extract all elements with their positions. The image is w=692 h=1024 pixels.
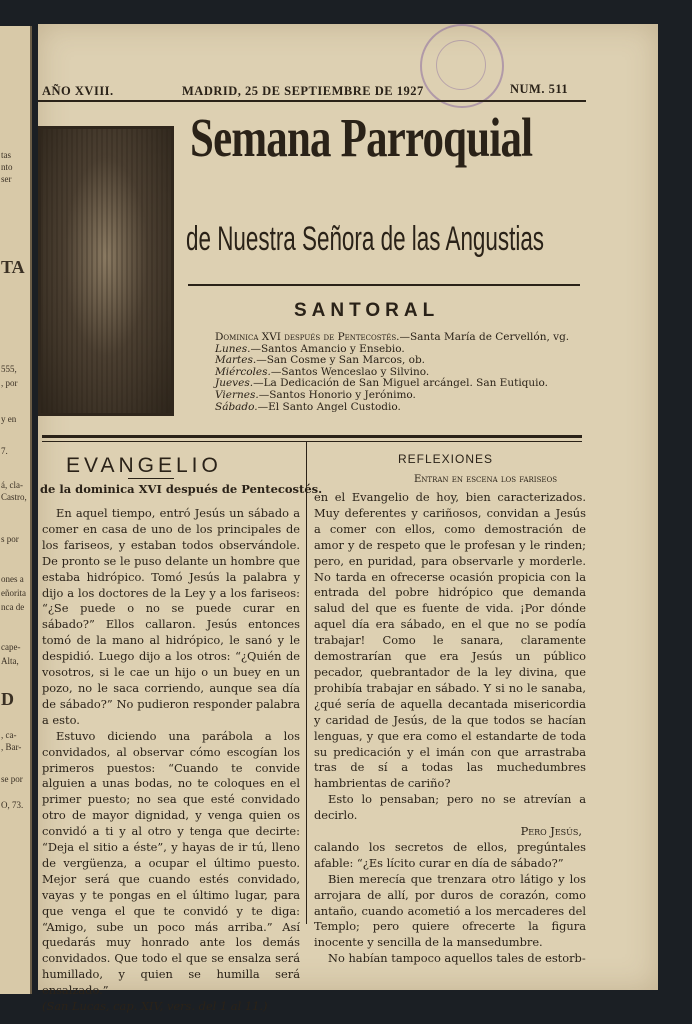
facing-page-fragment: Castro,	[1, 492, 27, 502]
santoral-entry: Martes.—San Cosme y San Marcos, ob.	[215, 354, 426, 367]
santoral-heading: SANTORAL	[294, 300, 440, 321]
section-rule-thin	[42, 441, 582, 442]
newspaper-page	[38, 24, 658, 1014]
facing-page-fragment: , ca-	[1, 730, 17, 740]
facing-page-fragment: se por	[1, 774, 23, 784]
facing-page-fragment: nca de	[1, 602, 25, 612]
facing-page-fragment: ones a	[1, 574, 24, 584]
facing-page-edge	[0, 26, 32, 994]
reflexiones-subheading: Entran en escena los fariseos	[414, 474, 558, 485]
facing-page-fragment: s por	[1, 534, 19, 544]
facing-page-fragment: cape-	[1, 642, 21, 652]
section-rule	[42, 435, 582, 438]
facing-page-fragment: 555,	[1, 364, 17, 374]
reflexiones-paragraph: calando los secretos de ellos, pregúntales afable: “¿Es lícito curar en día de sábado?”	[314, 839, 586, 870]
facing-page-fragment: , Bar-	[1, 742, 22, 752]
reflexiones-paragraph: No habían tampoco aquellos tales de estorb-	[328, 951, 586, 966]
date-line: MADRID, 25 DE SEPTIEMBRE DE 1927	[182, 84, 424, 98]
reflexiones-paragraph: en el Evangelio de hoy, bien caracterizados. Muy deferentes y cariñosos, convidan a Jesús a comer con ellos, como demostración de amor y de respeto que le profesan y le rinden; pero, en puridad, para observarle y morderle. No tarda en ofrecerse ocasión propicia con la entrada del pobre hidrópico que demanda salud del que es fuente de vida. ¡Por dónde aquel día era sábado, en el que no se podía trabajar! Como le sanara, claramente demostrarían que era Jesús un público pecador, quebrantador de la ley divina, que prohibía trabajar en sábado. Y si no le sanaba, ¿qué sería de aquella decantada misericordia y caridad de Jesús, de la que todos se hacían lenguas, y que era como el estandarte de toda su predicación y el imán con que arrastraba tras de sí a todas las muchedumbres hambrientas de cariño?	[314, 490, 586, 791]
evangelio-citation: (San Lucas, cap. XIV, vers. del 1 al 11.)	[42, 999, 268, 1014]
masthead-rule	[188, 284, 580, 286]
facing-page-fragment: ser	[1, 174, 12, 184]
santoral-entry: Jueves.—La Dedicación de San Miguel arcángel. San Eutiquio.	[215, 377, 549, 390]
header-rule	[38, 100, 586, 102]
evangelio-text	[42, 506, 300, 1015]
facing-page-fragment: nto	[1, 162, 13, 172]
facing-page-fragment: á, cla-	[1, 480, 23, 490]
evangelio-heading: EVANGELIO	[66, 454, 222, 477]
evangelio-paragraph: Estuvo diciendo una parábola a los convidados, al observar cómo escogían los primeros puestos: “Cuando te convide alguien a unas bodas, no te coloques en el primer puesto; no sea que esté convidado otro de mayor dignidad, y venga quien os convidó a ti y al otro y tenga que decirte: “Deja el sitio a éste”, y hayas de ir tú, lleno de vergüenza, a ocupar el último puesto. Mejor será que cuando estés convidado, vayas y te pongas en el último lugar, para que venga el que te convidó y te diga: “Amigo, sube un poco más arriba.” Así quedarás muy honrado ante los demás convidados. Que todo el que se ensalza será humillado, y quien se humilla será ensalzado.”	[42, 728, 300, 998]
santoral-entry: Sábado.—El Santo Angel Custodio.	[215, 400, 401, 413]
volume-label: AÑO XVIII.	[42, 84, 114, 98]
masthead-subtitle: de Nuestra Señora de las Angustias	[186, 220, 545, 258]
reflexiones-text	[314, 490, 586, 967]
facing-page-fragment: y en	[1, 414, 17, 424]
issue-number: NUM. 511	[510, 82, 569, 96]
masthead-title: Semana Parroquial	[190, 107, 533, 168]
evangelio-underline	[128, 478, 174, 479]
reflexiones-paragraph: Bien merecía que trenzara otro látigo y los arrojara de allí, por duros de corazón, como antaño, cuando acometió a los mercaderes del Templo; pero quiere ofrecerte la figura inocente y sencilla de la mansedumbre.	[314, 871, 586, 950]
evangelio-subheading: de la dominica XVI después de Pentecostés.	[40, 482, 323, 496]
facing-page-fragment: , por	[1, 378, 18, 388]
religious-image	[38, 126, 174, 416]
evangelio-paragraph: En aquel tiempo, entró Jesús un sábado a comer en casa de uno de los principales de los fariseos, y estaban todos observándole. De pronto se le puso delante un hombre que estaba hidrópico. Tomó Jesús la palabra y dijo a los doctores de la Ley y a los fariseos: “¿Se puede o no se puede curar en sábado?” Ellos callaron. Jesús entonces tomó de la mano al hidrópico, le sanó y le despidió. Luego dijo a los otros: “¿Quién de vosotros, si le cae un hijo o un buey en un pozo, no le saca corriendo, aunque sea día de sábado?” No pudieron responder palabra a esto.	[42, 506, 300, 727]
santoral-list	[215, 332, 587, 413]
pero-jesus-heading: Pero Jesús,	[520, 824, 582, 839]
santoral-entry: Miércoles.—Santos Wenceslao y Silvino.	[215, 365, 430, 378]
reflexiones-heading: REFLEXIONES	[398, 452, 494, 466]
santoral-entry: Dominica XVI después de Pentecostés.—Santa María de Cervellón, vg.	[215, 331, 570, 343]
santoral-entry: Viernes.—Santos Honorio y Jerónimo.	[215, 388, 416, 401]
santoral-entry: Lunes.—Santos Amancio y Ensebio.	[215, 342, 405, 355]
facing-page-fragment: TA	[1, 257, 25, 277]
facing-page-fragment: D	[1, 689, 14, 709]
column-divider	[306, 442, 307, 924]
facing-page-fragment: tas	[1, 150, 11, 160]
library-stamp	[420, 24, 504, 108]
facing-page-fragment: eñorita	[1, 588, 26, 598]
facing-page-fragment: 7.	[1, 446, 8, 456]
facing-page-fragment: O, 73.	[1, 800, 24, 810]
reflexiones-paragraph: Esto lo pensaban; pero no se atrevían a decirlo.	[314, 792, 586, 823]
facing-page-fragment: Alta,	[1, 656, 19, 666]
